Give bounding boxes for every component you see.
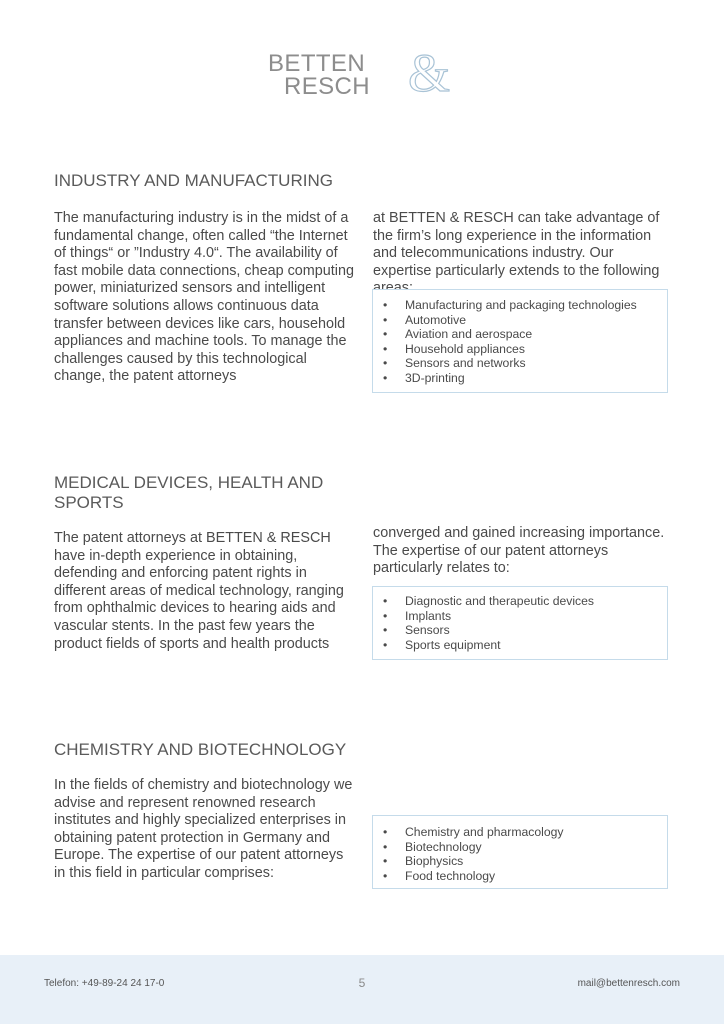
list-item-label: Diagnostic and therapeutic devices (405, 594, 595, 608)
list-item (373, 609, 667, 624)
list-item (373, 356, 667, 371)
section-heading-chemistry: CHEMISTRY AND BIOTECHNOLOGY (54, 740, 347, 759)
bullet-icon: • (383, 839, 388, 854)
list-item-label: Automotive (405, 312, 466, 327)
expertise-list-industry (373, 298, 667, 386)
bullet-icon: • (383, 356, 388, 371)
list-item (373, 854, 667, 869)
bullet-icon: • (383, 327, 388, 342)
section-text-industry-right: at BETTEN & RESCH can take advantage of the firm’s long experience in the information and telecommunications industry. Our expertise particularly extends to the following (373, 210, 660, 279)
logo-text-betten: BETTEN (268, 50, 366, 77)
list-item (373, 327, 667, 342)
list-item (373, 825, 667, 840)
bullet-icon: • (383, 623, 388, 638)
expertise-list-medical (373, 594, 667, 652)
page-footer (0, 955, 724, 1024)
section-text-industry-left: The manufacturing industry is in the midst of a fundamental change, often called “the Internet of things“ or ”Industry 4.0“. The availability of fast mobile data connections, cheap computing power, miniaturized sensors and intelligent software solutions allows continuous data transfer between devices like cars, household appliances and machine tools. To manage the challenges caused by this technological change, the patent attorneys (54, 210, 354, 385)
section-text-medical-right: converged and gained increasing importance. The expertise of our patent attorneys particularly relates to: (373, 525, 665, 577)
expertise-list-box-medical (372, 586, 668, 660)
bullet-icon: • (383, 854, 388, 869)
list-item (373, 342, 667, 357)
list-item (373, 298, 667, 313)
expertise-list-box-industry (372, 289, 668, 393)
logo-ampersand: & (408, 43, 451, 103)
company-logo (266, 43, 458, 103)
section-heading-medical: MEDICAL DEVICES, HEALTH AND SPORTS (54, 473, 324, 512)
list-item-label: 3D-printing (405, 370, 465, 385)
expertise-list-box-chemistry (372, 815, 668, 889)
list-item (373, 638, 667, 653)
list-item-label: Household appliances (405, 341, 525, 356)
logo-text-resch: RESCH (284, 73, 371, 100)
bullet-icon: • (383, 868, 388, 883)
footer-phone: Telefon: +49-89-24 24 17-0 (44, 978, 165, 989)
bullet-icon: • (383, 608, 388, 623)
list-item (373, 869, 667, 884)
section-text-medical-left: The patent attorneys at BETTEN & RESCH have in-depth experience in obtaining, defending and enforcing patent rights in different areas of medical technology, ranging from ophthalmic devices to hearing aids and vascular stents. In the past few years the product fields of sports and health products (54, 530, 344, 652)
list-item-label: Aviation and aerospace (405, 327, 533, 342)
list-item (373, 371, 667, 386)
list-item (373, 594, 667, 609)
list-item (373, 313, 667, 328)
list-item (373, 840, 667, 855)
bullet-icon: • (383, 312, 388, 327)
list-item-label: Chemistry and pharmacology (405, 825, 564, 839)
list-item-label: Sensors and networks (405, 356, 526, 371)
bullet-icon: • (383, 298, 388, 312)
list-item-label: Sports equipment (405, 637, 501, 652)
bullet-icon: • (383, 341, 388, 356)
section-heading-industry: INDUSTRY AND MANUFACTURING (54, 171, 333, 190)
list-item-label: Biotechnology (405, 839, 482, 854)
bullet-icon: • (383, 370, 388, 385)
list-item-label: Manufacturing and packaging technologies (405, 298, 637, 312)
footer-email: mail@bettenresch.com (577, 978, 680, 989)
expertise-list-chemistry (373, 825, 667, 883)
page-number: 5 (358, 976, 366, 990)
bullet-icon: • (383, 825, 388, 839)
bullet-icon: • (383, 594, 388, 608)
bullet-icon: • (383, 637, 388, 652)
list-item-label: Implants (405, 608, 452, 623)
section-text-chemistry-left: In the fields of chemistry and biotechnology we advise and represent renowned research institutes and highly specialized enterprises in obtaining patent protection in Germany and Europe. The expertise of our patent attorneys in this field in particular comprises: (54, 777, 353, 881)
list-item-label: Food technology (405, 868, 496, 883)
list-item (373, 623, 667, 638)
list-item-label: Biophysics (405, 854, 464, 869)
list-item-label: Sensors (405, 623, 450, 638)
